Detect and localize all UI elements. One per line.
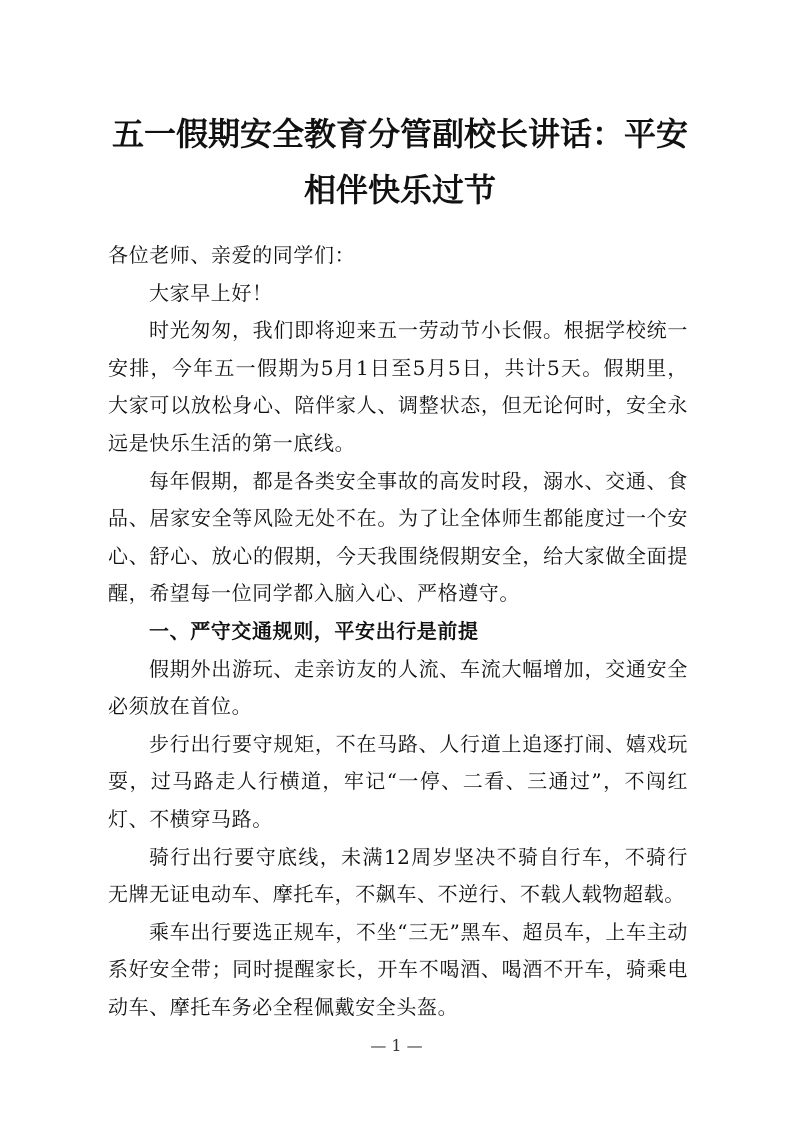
- salutation: 各位老师、亲爱的同学们：: [108, 243, 356, 267]
- section-heading-1: 一、严守交通规则，平安出行是前提: [149, 618, 479, 643]
- paragraph-section1-3: 骑行出行要守底线，未满12周岁坚决不骑自行车，不骑行无牌无证电动车、摩托车，不飙车、不逆行、不载人载物超载。: [108, 844, 688, 907]
- paragraph-section1-4: 乘车出行要选正规车，不坐“三无”黑车、超员车，上车主动系好安全带；同时提醒家长，开车不喝酒、喝酒不开车，骑乘电动车、摩托车务必全程佩戴安全头盔。: [108, 919, 688, 1019]
- paragraph-intro-2: 每年假期，都是各类安全事故的高发时段，溺水、交通、食品、居家安全等风险无处不在。为了让全体师生都能度过一个安心、舒心、放心的假期，今天我围绕假期安全，给大家做全面提醒，希望每一位同学都入脑入心、严格遵守。: [108, 468, 688, 606]
- document-title: [80, 106, 720, 218]
- paragraph-section1-2: 步行出行要守规矩，不在马路、人行道上追逐打闹、嬉戏玩耍，过马路走人行横道，牢记“一停、二看、三通过”，不闯红灯、不横穿马路。: [108, 731, 688, 831]
- paragraph-section1-1: 假期外出游玩、走亲访友的人流、车流大幅增加，交通安全必须放在首位。: [108, 656, 688, 719]
- paragraph-intro-1: 时光匆匆，我们即将迎来五一劳动节小长假。根据学校统一安排，今年五一假期为5月1日至5月5日，共计5天。假期里，大家可以放松身心、陪伴家人、调整状态，但无论何时，安全永远是快乐生活的第一底线。: [108, 318, 688, 455]
- title-line-2: 相伴快乐过节: [303, 171, 496, 209]
- document-body: [108, 237, 688, 1026]
- greeting: 大家早上好！: [149, 280, 273, 305]
- page-number: — 1 —: [370, 1036, 423, 1055]
- title-line-1: 五一假期安全教育分管副校长讲话：平安: [111, 115, 688, 153]
